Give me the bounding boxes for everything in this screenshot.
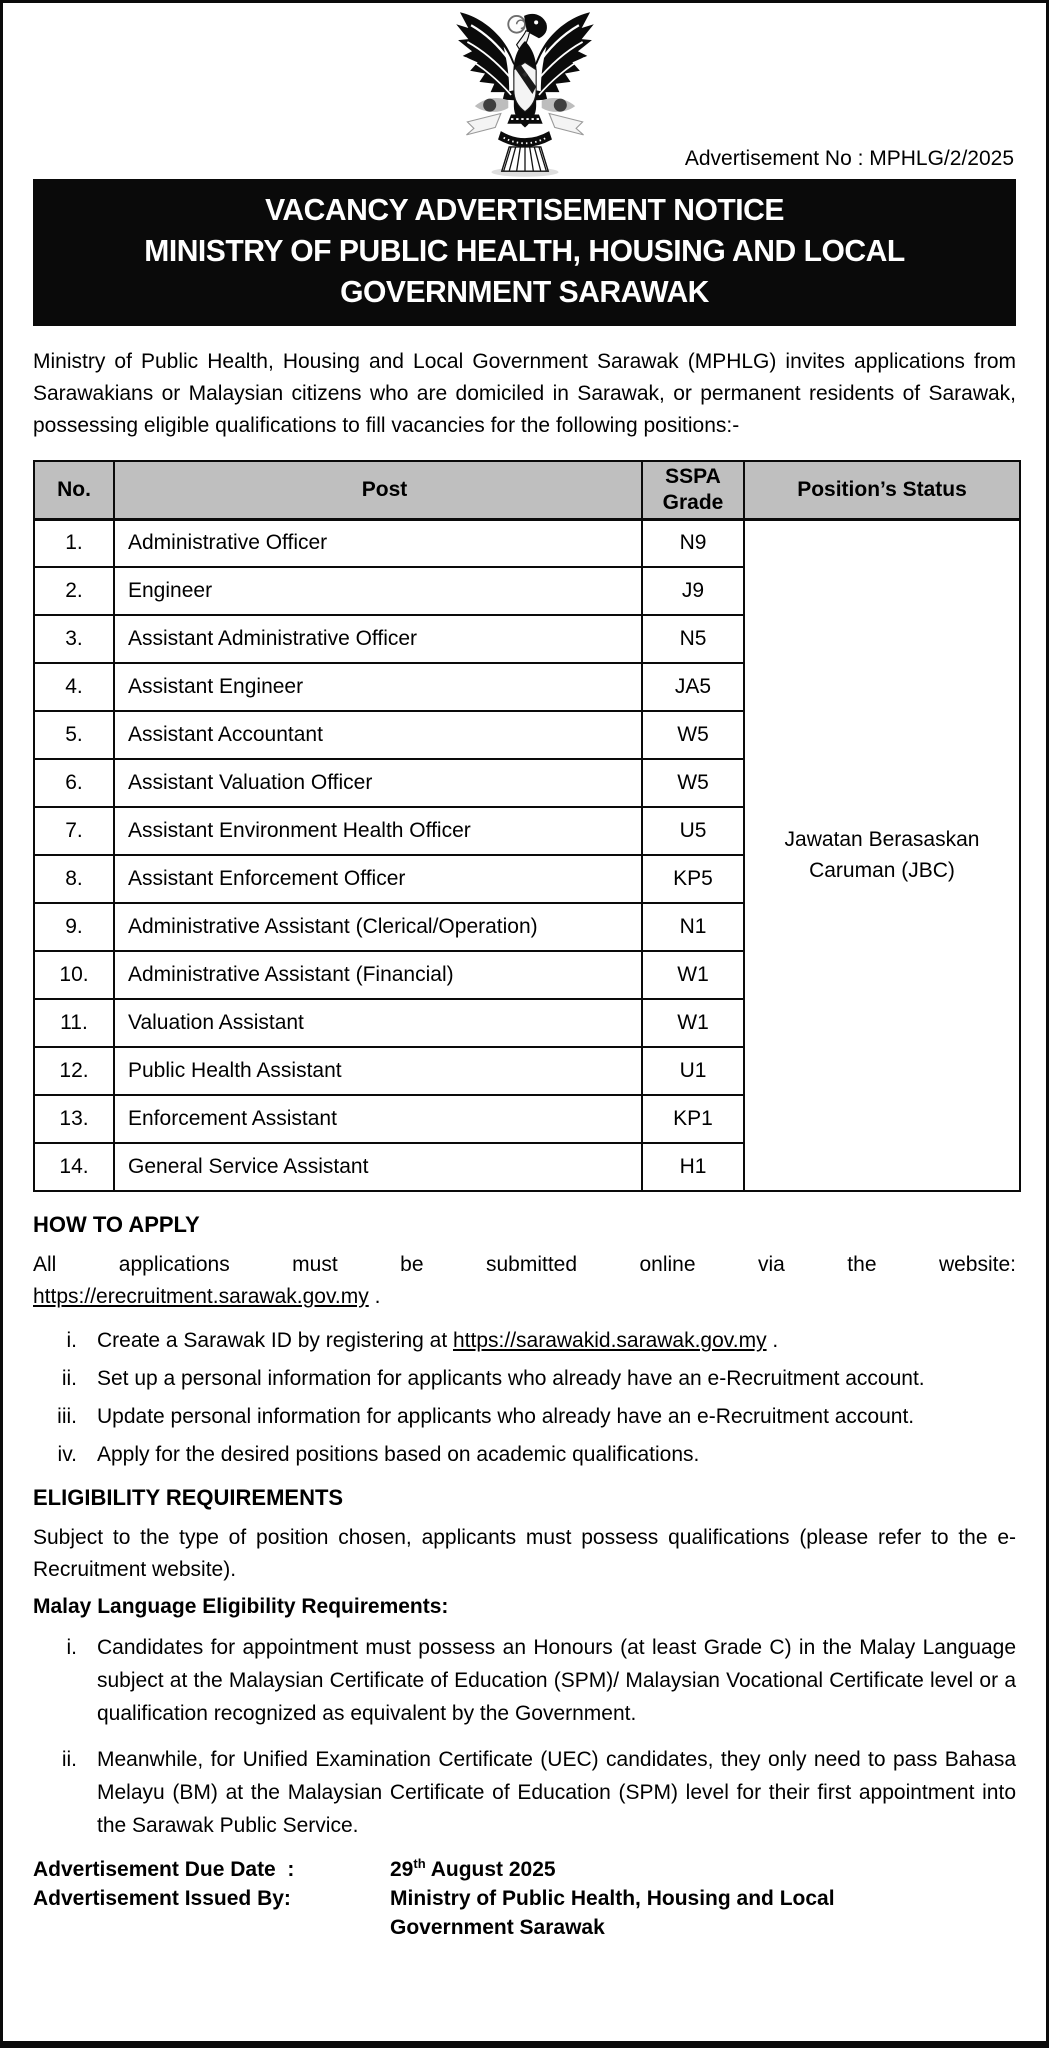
table-row: 10. Administrative Assistant (Financial) W1 xyxy=(34,951,1020,999)
malay-language-heading: Malay Language Eligibility Requirements: xyxy=(33,1595,449,1618)
table-row: 13. Enforcement Assistant KP1 xyxy=(34,1095,1020,1143)
column-header-grade: SSPA Grade xyxy=(642,461,744,519)
advertisement-number: Advertisement No : MPHLG/2/2025 xyxy=(684,147,1014,170)
sarawak-crest xyxy=(446,9,604,179)
column-header-status: Position’s Status xyxy=(744,461,1020,519)
issued-by-label: Advertisement Issued By: xyxy=(33,1887,291,1910)
column-header-post: Post xyxy=(114,461,642,519)
footer xyxy=(33,1855,1016,1942)
table-row: 14. General Service Assistant H1 xyxy=(34,1143,1020,1191)
table-row: 4. Assistant Engineer JA5 xyxy=(34,663,1020,711)
table-header-row xyxy=(34,461,1020,519)
sarawakid-link[interactable]: https://sarawakid.sarawak.gov.my xyxy=(453,1329,767,1352)
table-row: 8. Assistant Enforcement Officer KP5 xyxy=(34,855,1020,903)
table-row: 12. Public Health Assistant U1 xyxy=(34,1047,1020,1095)
banner-line-3: GOVERNMENT SARAWAK xyxy=(340,274,709,309)
erecruitment-link[interactable]: https://erecruitment.sarawak.gov.my xyxy=(33,1285,369,1308)
list-item: i. Candidates for appointment must possess an Honours (at least Grade C) in the Malay Language subject at the Malaysian Certificate of Education (SPM)/ Malaysian Vocational Certificate level or a qualification recognized as equivalent by the Government. xyxy=(66,1636,1016,1725)
table-row: 5. Assistant Accountant W5 xyxy=(34,711,1020,759)
eligibility-intro: Subject to the type of position chosen, applicants must possess qualifications (please refer to the e-Recruitment website). xyxy=(33,1526,1016,1581)
apply-steps-list xyxy=(45,1325,1016,1471)
vacancy-table xyxy=(33,460,1021,1192)
list-item: iv. Apply for the desired positions based on academic qualifications. xyxy=(57,1443,700,1466)
table-row: 7. Assistant Environment Health Officer U5 xyxy=(34,807,1020,855)
intro-paragraph: Ministry of Public Health, Housing and Local Government Sarawak (MPHLG) invites applications from Sarawakians or Malaysian citizens who are domiciled in Sarawak, or permanent residents of Sarawak, possessing eligible qualifications to fill vacancies for the following positions:- xyxy=(33,350,1016,437)
column-header-no: No. xyxy=(34,461,114,519)
due-date-label: Advertisement Due Date : xyxy=(33,1858,295,1881)
issued-by-row xyxy=(33,1884,1016,1942)
due-date-row xyxy=(33,1855,1016,1884)
table-row: 9. Administrative Assistant (Clerical/Operation) N1 xyxy=(34,903,1020,951)
table-row: 2. Engineer J9 xyxy=(34,567,1020,615)
list-item: ii. Meanwhile, for Unified Examination Certificate (UEC) candidates, they only need to pass Bahasa Melayu (BM) at the Malaysian Certificate of Education (SPM) level for their first appointment into the Sarawak Public Service. xyxy=(61,1748,1016,1837)
position-status-cell: Jawatan Berasaskan Caruman (JBC) xyxy=(744,519,1020,1191)
table-row: 3. Assistant Administrative Officer N5 xyxy=(34,615,1020,663)
banner-line-2: MINISTRY OF PUBLIC HEALTH, HOUSING AND LOCAL xyxy=(144,233,905,268)
list-item: ii. Set up a personal information for applicants who already have an e-Recruitment account. xyxy=(61,1367,925,1390)
banner-line-1: VACANCY ADVERTISEMENT NOTICE xyxy=(265,192,784,227)
how-to-apply-heading: HOW TO APPLY xyxy=(33,1212,200,1237)
apply-intro-line: All applications must be submitted online via the website: xyxy=(33,1253,1016,1276)
table-row: 11. Valuation Assistant W1 xyxy=(34,999,1020,1047)
list-item: iii. Update personal information for applicants who already have an e-Recruitment account. xyxy=(57,1405,915,1428)
table-row: 6. Assistant Valuation Officer W5 xyxy=(34,759,1020,807)
eligibility-heading: ELIGIBILITY REQUIREMENTS xyxy=(33,1485,344,1510)
document-header xyxy=(33,3,1016,179)
eligibility-list xyxy=(45,1631,1016,1842)
apply-website-line: https://erecruitment.sarawak.gov.my . xyxy=(33,1285,381,1308)
list-item: i. Create a Sarawak ID by registering at https://sarawakid.sarawak.gov.my . xyxy=(66,1329,779,1352)
title-banner xyxy=(33,179,1016,326)
table-row: 1. Administrative Officer N9 Jawatan Berasaskan Caruman (JBC) xyxy=(34,519,1020,567)
issued-by-value: Ministry of Public Health, Housing and Local Government Sarawak xyxy=(390,1887,835,1939)
due-date-value: 29th August 2025 xyxy=(390,1856,556,1881)
